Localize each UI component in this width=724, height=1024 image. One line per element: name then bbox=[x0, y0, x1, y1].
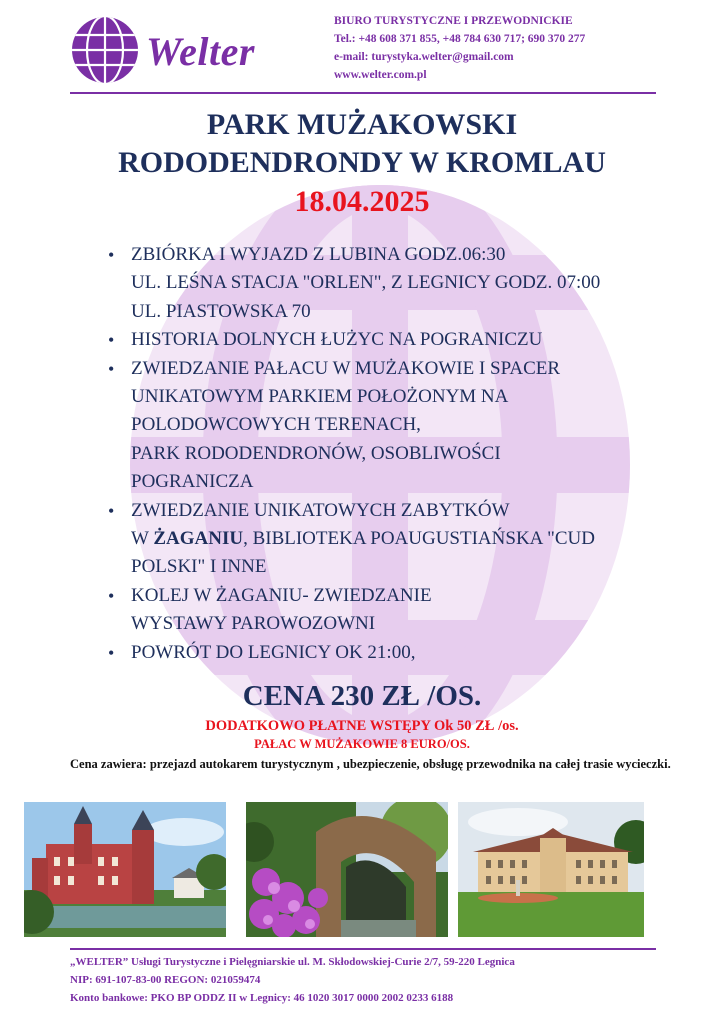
extra-fee-entrances: DODATKOWO PŁATNE WSTĘPY Ok 50 ZŁ /os. bbox=[205, 718, 519, 734]
bullet-icon: • bbox=[108, 358, 115, 379]
program-item bbox=[108, 639, 708, 667]
footer-company-info bbox=[70, 953, 515, 1007]
bullet-icon: • bbox=[108, 330, 115, 351]
program-line: POLODOWCOWYCH TERENACH, bbox=[131, 414, 421, 436]
program-line-post: , BIBLIOTEKA POAUGUSTIAŃSKA "CUD bbox=[243, 528, 595, 550]
program-item bbox=[108, 241, 708, 326]
header-divider bbox=[70, 92, 656, 94]
agency-website-link[interactable]: www.welter.com.pl bbox=[334, 69, 427, 81]
program-line-pre: W bbox=[131, 528, 154, 550]
program-line: ZWIEDZANIE UNIKATOWYCH ZABYTKÓW bbox=[131, 499, 510, 521]
price: CENA 230 ZŁ /OS. bbox=[242, 680, 482, 712]
bullet-icon: • bbox=[108, 585, 115, 606]
program-list bbox=[108, 241, 708, 667]
program-line-bold: ŻAGANIU bbox=[153, 528, 244, 550]
photo-palace-pond bbox=[24, 802, 226, 937]
agency-name: BIURO TURYSTYCZNE I PRZEWODNICKIE bbox=[334, 15, 573, 27]
trip-subtitle: RODODENDRONDY W KROMLAU bbox=[118, 146, 606, 179]
program-item bbox=[108, 355, 708, 497]
welter-globe-logo-icon bbox=[70, 15, 140, 85]
program-item bbox=[108, 497, 708, 582]
logo-wordmark: Welter bbox=[146, 29, 255, 74]
program-line: UL. LEŚNA STACJA "ORLEN", Z LEGNICY GODZ. 07:00 bbox=[131, 272, 601, 294]
program-line: UL. PIASTOWSKA 70 bbox=[131, 300, 311, 322]
footer-address: „WELTER” Usługi Turystyczne i Pielęgniarskie ul. M. Skłodowskiej-Curie 2/7, 59-220 Legnica bbox=[70, 956, 515, 968]
footer-tax-ids: NIP: 691-107-83-00 REGON: 021059474 bbox=[70, 974, 261, 986]
program-line: PARK RODODENDRONÓW, OSOBLIWOŚCI bbox=[131, 442, 501, 464]
photo-baroque-palace bbox=[458, 802, 644, 937]
agency-email-link[interactable]: e-mail: turystyka.welter@gmail.com bbox=[334, 51, 514, 63]
program-line: KOLEJ W ŻAGANIU- ZWIEDZANIE bbox=[131, 584, 432, 606]
trip-date: 18.04.2025 bbox=[294, 185, 430, 218]
bullet-icon: • bbox=[108, 500, 115, 521]
program-line bbox=[131, 525, 708, 553]
footer-bank-account: Konto bankowe: PKO BP ODDZ II w Legnicy: 46 1020 3017 0000 2002 0233 6188 bbox=[70, 992, 454, 1004]
program-line: POGRANICZA bbox=[131, 471, 254, 493]
footer-divider bbox=[70, 948, 656, 950]
program-line: WYSTAWY PAROWOZOWNI bbox=[131, 613, 376, 635]
program-item bbox=[108, 326, 708, 354]
photo-rhododendron-bridge bbox=[246, 802, 448, 937]
agency-phone: Tel.: +48 608 371 855, +48 784 630 717; 690 370 277 bbox=[334, 33, 586, 45]
program-line: POLSKI" I INNE bbox=[131, 556, 267, 578]
price-includes: Cena zawiera: przejazd autokarem turystycznym , ubezpieczenie, obsługę przewodnika na całej trasie wycieczki. bbox=[70, 757, 671, 771]
extra-fee-palace: PAŁAC W MUŻAKOWIE 8 EURO/OS. bbox=[254, 737, 470, 751]
program-line: ZWIEDZANIE PAŁACU W MUŻAKOWIE I SPACER bbox=[131, 357, 561, 379]
bullet-icon: • bbox=[108, 245, 115, 265]
agency-contact-block bbox=[334, 12, 585, 84]
program-line: POWRÓT DO LEGNICY OK 21:00, bbox=[131, 641, 416, 663]
program-line: ZBIÓRKA I WYJAZD Z LUBINA GODZ.06:30 bbox=[131, 244, 506, 265]
program-line: UNIKATOWYM PARKIEM POŁOŻONYM NA bbox=[131, 386, 509, 408]
program-line: HISTORIA DOLNYCH ŁUŻYC NA POGRANICZU bbox=[131, 329, 543, 351]
program-item bbox=[108, 582, 708, 639]
bullet-icon: • bbox=[108, 642, 115, 663]
trip-title: PARK MUŻAKOWSKI bbox=[206, 108, 518, 141]
